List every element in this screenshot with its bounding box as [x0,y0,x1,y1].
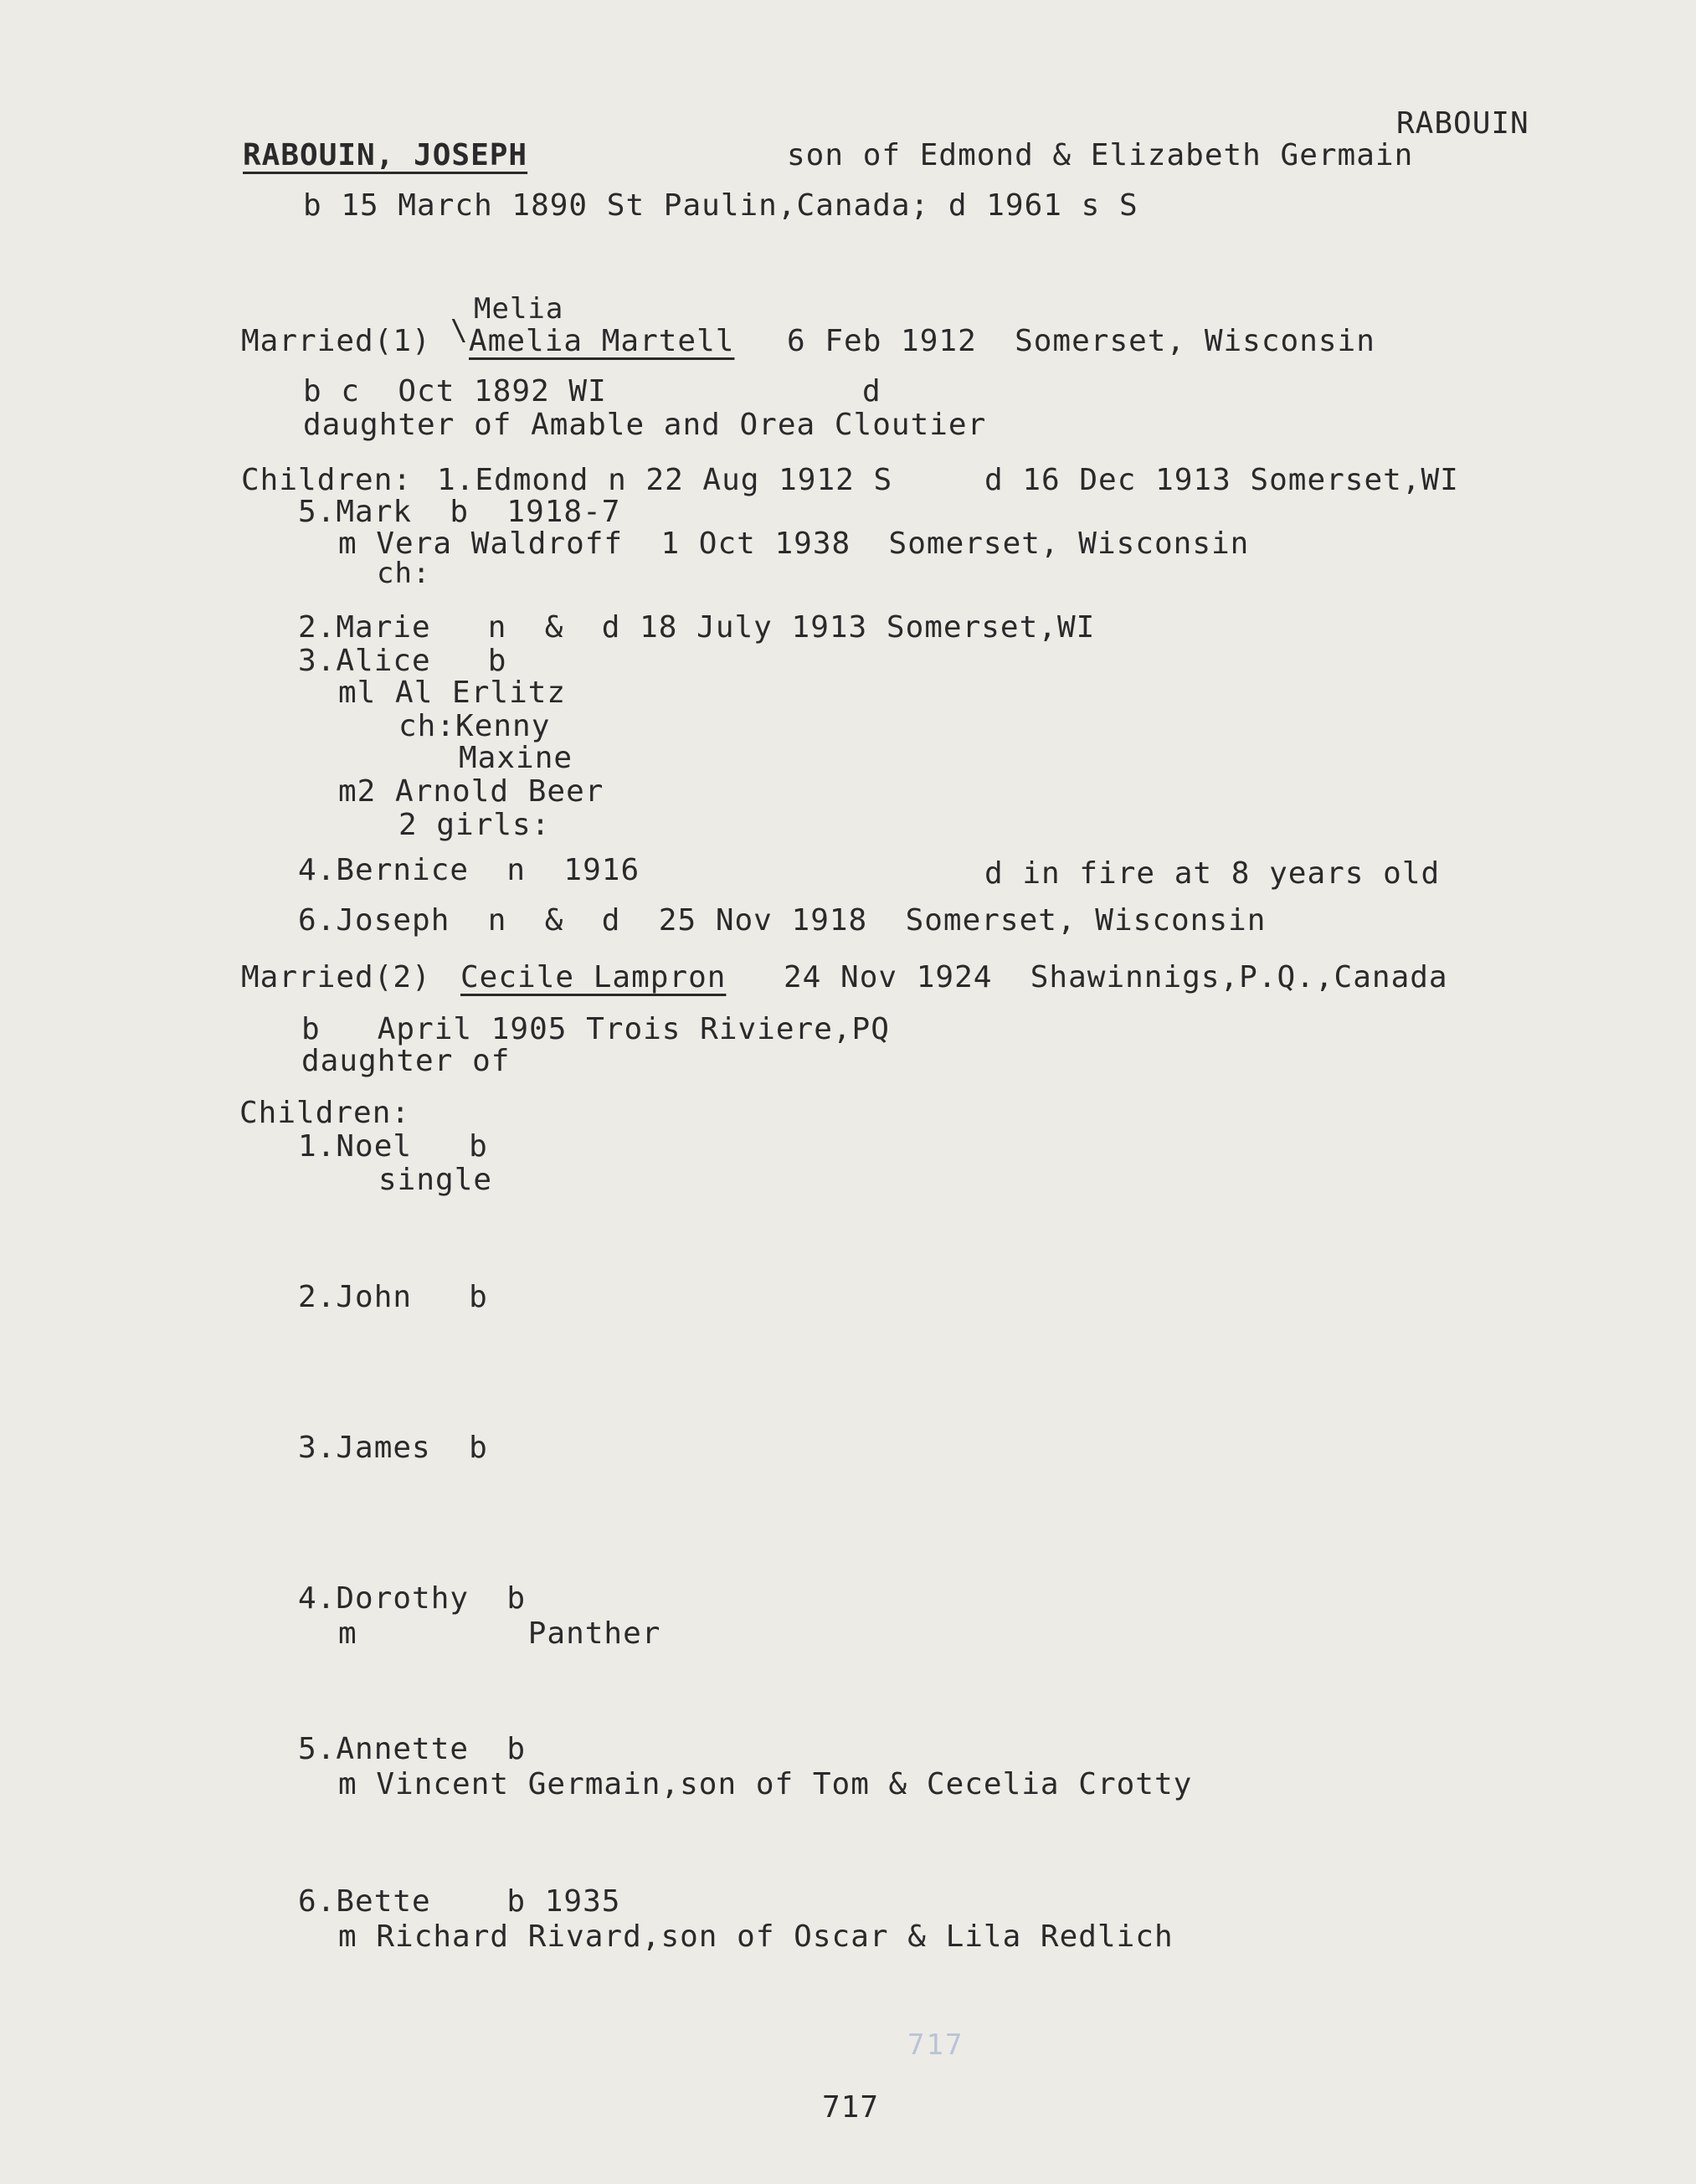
marriage1-date-place: 6 Feb 1912 Somerset, Wisconsin [787,324,1375,358]
list-item: 2.Marie n & d 18 July 1913 Somerset,WI [298,610,1096,645]
spouse2-birth: b April 1905 Trois Riviere,PQ [301,1012,890,1046]
child-note: m Panther [338,1616,661,1651]
spouse1-birth: b c Oct 1892 WI [303,374,607,409]
list-item: ch: [377,557,431,590]
list-item: 5.Annette b [298,1732,527,1766]
marriage2-label: Married(2) [241,960,431,994]
list-item: 2.John b [298,1280,488,1314]
list-item: 1.Noel b [298,1129,488,1164]
child-death: d in fire at 8 years old [984,856,1441,891]
list-item: 4.Dorothy b [298,1581,527,1616]
list-item: 6.Joseph n & d 25 Nov 1918 Somerset, Wisconsin [298,903,1267,938]
surname-tab: RABOUIN [1396,106,1529,141]
list-item: 3.James b [298,1431,488,1465]
child-note: single [378,1163,493,1197]
list-item: m2 Arnold Beer [338,774,604,809]
marriage2-children-label: Children: [239,1096,411,1130]
list-item: Maxine [459,741,573,775]
list-item: 1.Edmond n 22 Aug 1912 S [437,463,893,497]
list-item: 2 girls: [398,808,551,842]
page-number: 717 [822,2090,880,2125]
person-birth-death: b 15 March 1890 St Paulin,Canada; d 1961 s S [303,188,1138,223]
child-death: d 16 Dec 1913 Somerset,WI [984,463,1459,497]
list-item: 5.Mark b 1918-7 [298,495,621,529]
child-note: m Vincent Germain,son of Tom & Cecelia Crotty [338,1767,1193,1801]
stamp-number: 717 [907,2028,964,2062]
spouse1-name: Amelia Martell [469,324,735,358]
spouse2-parents: daughter of [301,1044,511,1078]
person-parents: son of Edmond & Elizabeth Germain [787,138,1414,172]
person-name: RABOUIN, JOSEPH [243,138,528,172]
list-item: ml Al Erlitz [338,676,567,710]
spouse1-death: d [862,374,881,409]
spouse2-name: Cecile Lampron [460,960,727,994]
spouse1-nickname: Melia [474,292,564,326]
child-note: m Richard Rivard,son of Oscar & Lila Redlich [338,1919,1174,1954]
marriage1-label: Married(1) [241,324,431,358]
marriage2-date-place: 24 Nov 1924 Shawinnigs,P.Q.,Canada [784,960,1448,994]
list-item: ch:Kenny [398,709,551,743]
list-item: 3.Alice b [298,644,507,678]
marriage1-children-label: Children: [241,463,413,497]
list-item: m Vera Waldroff 1 Oct 1938 Somerset, Wisconsin [338,527,1250,561]
list-item: 4.Bernice n 1916 [298,853,640,887]
spouse1-parents: daughter of Amable and Orea Cloutier [303,408,987,442]
list-item: 6.Bette b 1935 [298,1884,621,1919]
marriage1-bracket: \ [450,314,469,347]
